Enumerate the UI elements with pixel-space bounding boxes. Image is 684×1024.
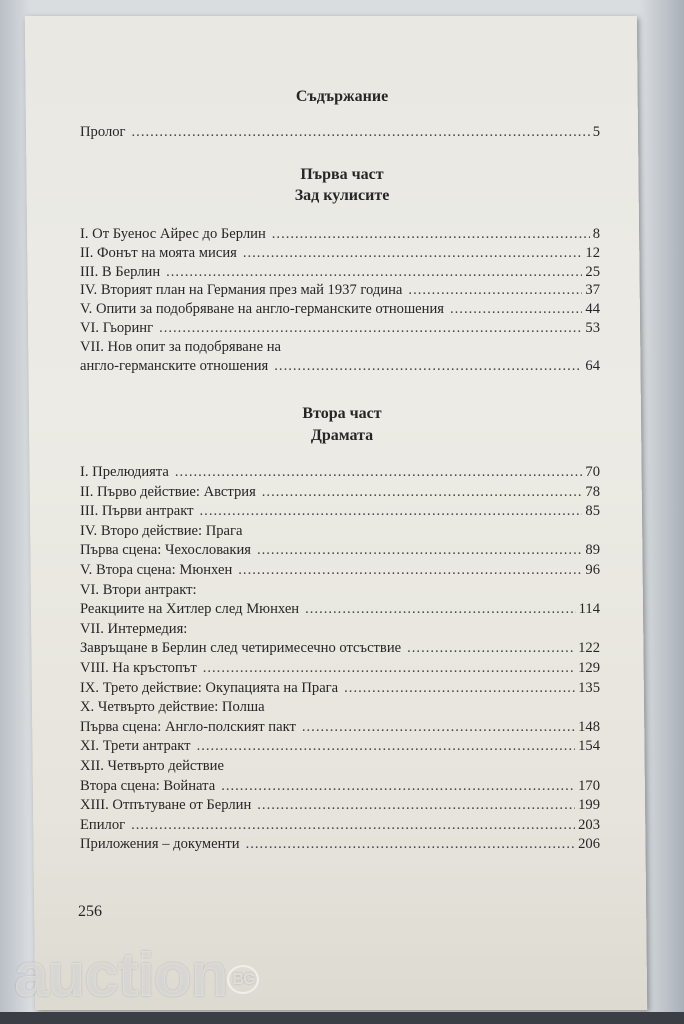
- page-number: 256: [78, 903, 102, 920]
- toc-entry: [80, 503, 600, 523]
- entry-page: 135: [578, 679, 600, 696]
- entry-title: Завръщане в Берлин след четиримесечно отсъствие: [80, 640, 402, 657]
- toc-entry: [80, 660, 600, 680]
- entry-page: 89: [585, 542, 600, 559]
- entry-page: 148: [578, 718, 600, 735]
- toc-entry: [80, 601, 600, 621]
- leader-dots: [131, 817, 575, 834]
- entry-title: VIII. На кръстопът: [80, 659, 197, 676]
- entry-title: V. Втора сцена: Мюнхен: [80, 561, 233, 578]
- toc-entry: [80, 358, 600, 377]
- entry-title: XI. Трети антракт: [80, 738, 191, 755]
- watermark-logo: [14, 940, 259, 1011]
- toc-entry: [80, 464, 600, 484]
- entry-page: 78: [585, 483, 600, 500]
- toc-entry: [80, 562, 600, 582]
- toc-entry: [80, 640, 600, 660]
- toc-entry: [80, 817, 600, 837]
- toc-entry: [80, 484, 600, 504]
- leader-dots: [200, 503, 583, 520]
- entry-title: VI. Гьоринг: [80, 319, 154, 336]
- leader-dots: [175, 464, 583, 481]
- entry-title: III. Първи антракт: [80, 503, 194, 520]
- entry-page: 44: [585, 301, 600, 318]
- leader-dots: [305, 601, 576, 618]
- entry-page: 53: [585, 319, 600, 336]
- part2-subheading: Драмата: [310, 427, 374, 444]
- entry-title: Приложения – документи: [80, 836, 240, 853]
- part1-entries: [80, 226, 600, 376]
- entry-title: II. Първо действие: Австрия: [80, 483, 256, 500]
- toc-entry: [80, 797, 600, 817]
- entry-title: I. От Буенос Айрес до Берлин: [80, 226, 266, 242]
- toc-entry: [80, 836, 600, 856]
- toc-entry: [80, 542, 600, 562]
- entry-page: 12: [585, 244, 600, 261]
- toc-entry: [80, 226, 600, 245]
- toc-entry: [80, 282, 600, 301]
- entry-page: 199: [578, 797, 600, 814]
- entry-title: IX. Трето действие: Окупацията на Прага: [80, 679, 339, 696]
- entry-title: Първа сцена: Англо-полският пакт: [80, 718, 296, 735]
- leader-dots: [450, 301, 582, 318]
- entry-page: 8: [592, 226, 600, 242]
- leader-dots: [197, 738, 576, 755]
- entry-title: англо-германските отношения: [80, 357, 269, 374]
- entry-page: 37: [585, 282, 600, 299]
- watermark-badge: BG: [227, 965, 259, 994]
- toc-entry-line: [80, 339, 600, 358]
- toc-entry: [80, 719, 600, 739]
- leader-dots: [257, 542, 582, 559]
- leader-dots: [166, 264, 582, 281]
- entry-page: 203: [578, 816, 600, 833]
- entry-page: 64: [585, 357, 600, 374]
- leader-dots: [246, 836, 576, 853]
- toc-entry-line: [80, 699, 600, 719]
- entry-page: 170: [578, 777, 600, 794]
- leader-dots: [238, 562, 582, 579]
- leader-dots: [257, 797, 575, 814]
- leader-dots: [203, 660, 575, 677]
- entry-title: Втора сцена: Войната: [80, 777, 216, 794]
- toc-prolog: [80, 124, 600, 141]
- leader-dots: [243, 245, 583, 262]
- toc-entry: [80, 264, 600, 283]
- entry-page: 96: [585, 561, 600, 578]
- page-edge-shadow: [0, 1012, 684, 1024]
- leader-dots: [132, 124, 590, 141]
- entry-title: XIII. Отпътуване от Берлин: [80, 797, 252, 814]
- entry-page: 122: [578, 640, 600, 657]
- toc-entry: [80, 320, 600, 339]
- leader-dots: [274, 358, 582, 375]
- entry-title: Първа сцена: Чехословакия: [80, 542, 251, 559]
- entry-title-first-line: VII. Нов опит за подобряване на: [80, 338, 282, 355]
- entry-page: 154: [578, 738, 600, 755]
- entry-page: 25: [585, 263, 600, 280]
- toc-title: Съдържание: [295, 88, 389, 105]
- leader-dots: [262, 484, 583, 501]
- toc-entry: [80, 778, 600, 798]
- leader-dots: [408, 282, 582, 299]
- toc-entry-line: [80, 621, 600, 641]
- entry-page: 129: [578, 659, 600, 676]
- entry-title: Епилог: [80, 816, 126, 833]
- entry-title: II. Фонът на моята мисия: [80, 244, 237, 261]
- entry-page: 206: [578, 836, 600, 853]
- toc-entry-line: [80, 582, 600, 602]
- entry-title: I. Прелюдията: [80, 464, 169, 480]
- part1-heading: Първа част: [300, 166, 384, 183]
- toc-entry-line: [80, 523, 600, 543]
- entry-title-first-line: VI. Втори антракт:: [80, 581, 197, 598]
- toc-entry: [80, 245, 600, 264]
- leader-dots: [407, 640, 575, 657]
- leader-dots: [302, 719, 575, 736]
- toc-entry: [80, 738, 600, 758]
- entry-title-first-line: X. Четвърто действие: Полша: [80, 699, 265, 716]
- entry-title: IV. Вторият план на Германия през май 1937 година: [80, 282, 403, 299]
- toc-entry-line: [80, 758, 600, 778]
- entry-page: 5: [592, 124, 600, 140]
- entry-title: Пролог: [80, 124, 126, 140]
- entry-page: 85: [585, 503, 600, 520]
- entry-title: Реакциите на Хитлер след Мюнхен: [80, 601, 300, 618]
- part2-entries: [80, 464, 600, 856]
- watermark-text: auction: [14, 941, 228, 1010]
- toc-entry: [80, 301, 600, 320]
- entry-page: 70: [585, 464, 600, 480]
- entry-title-first-line: XII. Четвърто действие: [80, 757, 224, 774]
- part1-subheading: Зад кулисите: [294, 187, 390, 204]
- leader-dots: [159, 320, 582, 337]
- toc-entry: [80, 124, 600, 141]
- entry-title-first-line: IV. Второ действие: Прага: [80, 522, 243, 539]
- entry-title: III. В Берлин: [80, 263, 161, 280]
- part2-heading: Втора част: [302, 405, 382, 422]
- leader-dots: [344, 680, 575, 697]
- entry-title-first-line: VII. Интермедия:: [80, 620, 188, 637]
- leader-dots: [272, 226, 590, 243]
- toc-entry: [80, 680, 600, 700]
- leader-dots: [221, 778, 575, 795]
- entry-title: V. Опити за подобряване на англо-германските отношения: [80, 301, 444, 318]
- entry-page: 114: [578, 601, 600, 618]
